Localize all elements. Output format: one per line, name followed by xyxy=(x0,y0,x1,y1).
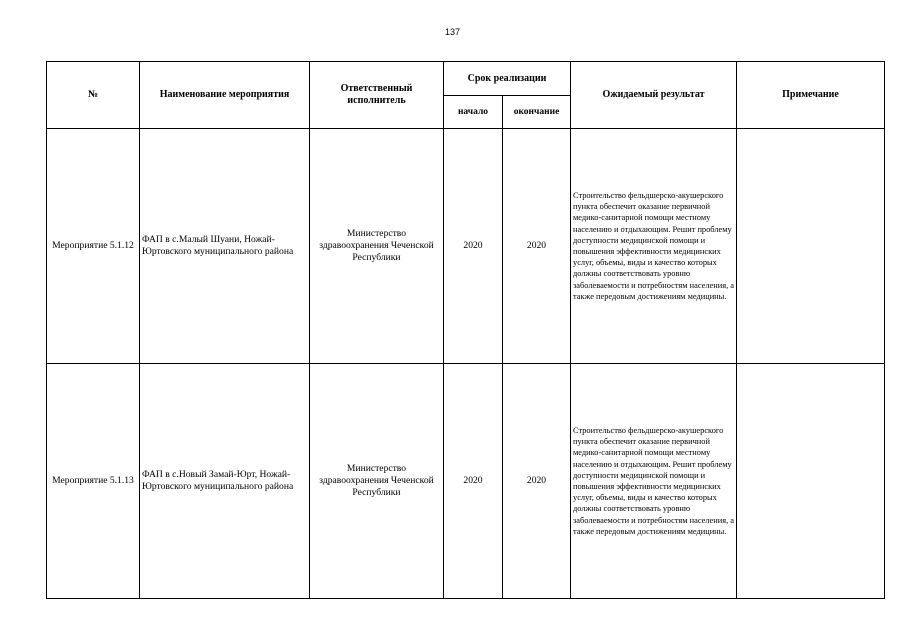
header-row xyxy=(47,62,885,96)
table-row xyxy=(47,364,885,599)
event-responsible: Министерство здравоохранения Чеченской Республики xyxy=(310,129,444,364)
table-row xyxy=(47,129,885,364)
header-note: Примечание xyxy=(737,62,885,129)
event-responsible: Министерство здравоохранения Чеченской Республики xyxy=(310,364,444,599)
event-expected-result: Строительство фельдшерско-акушерского пункта обеспечит оказание первичной медико-санитарной помощи местному населению и отдыхающим. Решит проблему доступности медицинской помощи и повышения эффективности медицинских услуг, объемы, виды и качество которых должны соответствовать уровню заболеваемости и потребностям населения, а также передовым достижениям медицины. xyxy=(571,364,737,599)
event-start: 2020 xyxy=(444,364,503,599)
event-start: 2020 xyxy=(444,129,503,364)
event-note xyxy=(737,364,885,599)
header-period: Срок реализации xyxy=(444,62,571,96)
event-number: Мероприятие 5.1.12 xyxy=(47,129,140,364)
event-expected-result: Строительство фельдшерско-акушерского пункта обеспечит оказание первичной медико-санитарной помощи местному населению и отдыхающим. Решит проблему доступности медицинской помощи и повышения эффективности медицинских услуг, объемы, виды и качество которых должны соответствовать уровню заболеваемости и потребностям населения, а также передовым достижениям медицины. xyxy=(571,129,737,364)
event-end: 2020 xyxy=(503,364,571,599)
header-end: окончание xyxy=(503,96,571,129)
header-number: № xyxy=(47,62,140,129)
header-expected-result: Ожидаемый результат xyxy=(571,62,737,129)
header-responsible: Ответственный исполнитель xyxy=(310,62,444,129)
header-event-name: Наименование мероприятия xyxy=(140,62,310,129)
event-number: Мероприятие 5.1.13 xyxy=(47,364,140,599)
event-note xyxy=(737,129,885,364)
header-start: начало xyxy=(444,96,503,129)
event-name: ФАП в с.Новый Замай-Юрт, Ножай-Юртовского муниципального района xyxy=(140,364,310,599)
page-number: 137 xyxy=(444,27,461,37)
event-name: ФАП в с.Малый Шуани, Ножай-Юртовского муниципального района xyxy=(140,129,310,364)
events-table xyxy=(46,61,885,599)
event-end: 2020 xyxy=(503,129,571,364)
